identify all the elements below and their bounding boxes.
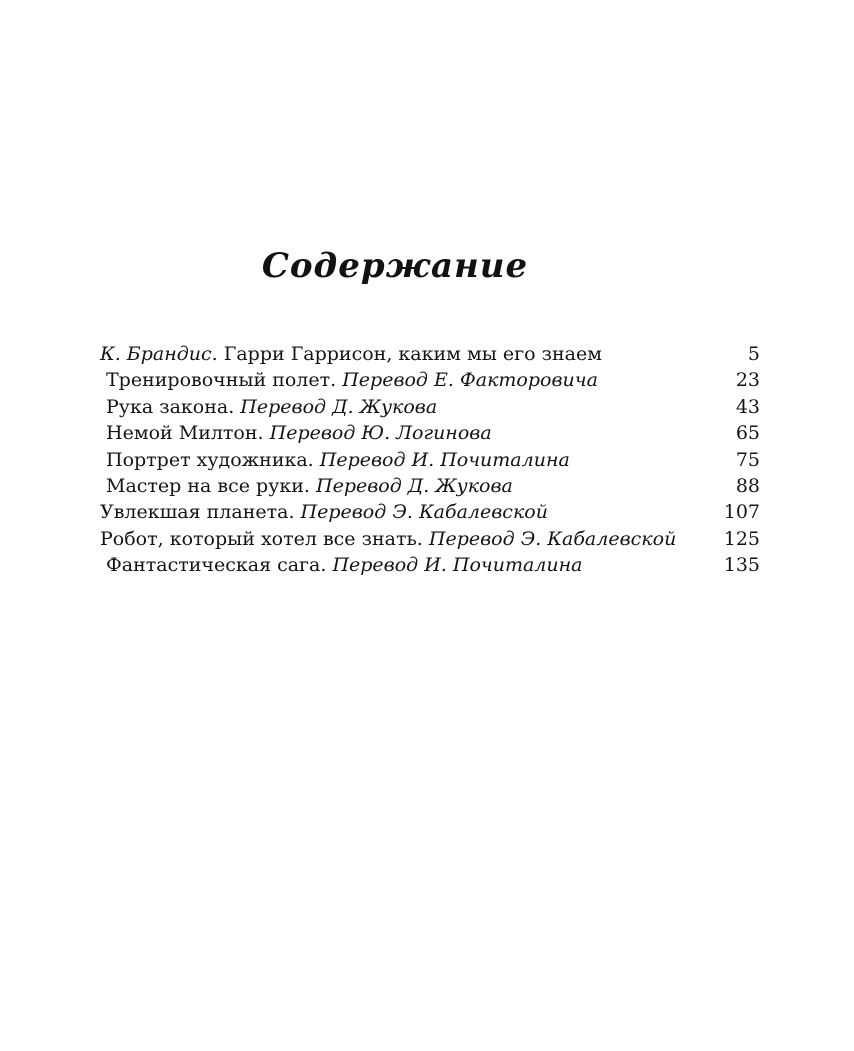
toc-title: Портрет художника. <box>106 448 314 471</box>
toc-translator: Перевод И. Почиталина <box>332 554 583 577</box>
toc-translator: Перевод Э. Кабалевской <box>428 527 677 550</box>
toc-page-number: 65 <box>735 422 760 445</box>
toc-title: Немой Милтон. <box>106 422 264 445</box>
toc-entry-text <box>100 341 602 367</box>
toc-title: Увлекшая планета. <box>100 501 295 524</box>
toc-entry-text <box>100 367 598 393</box>
toc-page-number: 43 <box>735 395 760 418</box>
toc-page-number: 5 <box>747 343 760 365</box>
toc-title: Гарри Гаррисон, каким мы его знаем <box>223 343 602 365</box>
contents-heading: Содержание <box>261 246 529 286</box>
toc-entry-text <box>100 526 676 552</box>
toc-translator: Перевод И. Почиталина <box>319 448 570 471</box>
toc-translator: Перевод Э. Кабалевской <box>300 501 548 524</box>
toc-page-number: 23 <box>735 369 760 392</box>
toc-page-number: 75 <box>735 448 760 471</box>
toc-translator: Перевод Е. Факторовича <box>342 369 598 392</box>
toc-entry-text <box>100 499 548 525</box>
toc-entry-text <box>100 552 582 578</box>
toc-entry-text <box>100 447 570 473</box>
toc-title: Мастер на все руки. <box>106 474 310 497</box>
toc-translator: Перевод Д. Жукова <box>316 474 513 497</box>
toc-entry <box>100 473 760 499</box>
toc-translator: Перевод Д. Жукова <box>240 395 438 418</box>
toc-title: Фантастическая сага. <box>106 554 327 577</box>
toc-entry <box>100 499 760 525</box>
toc-author: К. Брандис. <box>100 343 218 365</box>
toc-page-number: 125 <box>723 527 760 550</box>
toc-entry-text <box>100 394 437 420</box>
toc-page-number: 135 <box>723 554 760 577</box>
toc-entry <box>100 367 760 393</box>
toc-entry <box>100 394 760 420</box>
toc-title: Робот, который хотел все знать. <box>100 527 423 550</box>
table-of-contents <box>100 341 760 579</box>
toc-entry <box>100 341 760 367</box>
toc-entry-text <box>100 473 513 499</box>
toc-entry <box>100 447 760 473</box>
toc-entry <box>100 526 760 552</box>
toc-title: Тренировочный полет. <box>106 369 337 392</box>
toc-translator: Перевод Ю. Логинова <box>269 422 492 445</box>
toc-entry <box>100 552 760 578</box>
toc-page-number: 88 <box>735 474 760 497</box>
toc-entry <box>100 420 760 446</box>
toc-entry-text <box>100 420 492 446</box>
toc-title: Рука закона. <box>106 395 235 418</box>
toc-page-number: 107 <box>723 501 760 524</box>
